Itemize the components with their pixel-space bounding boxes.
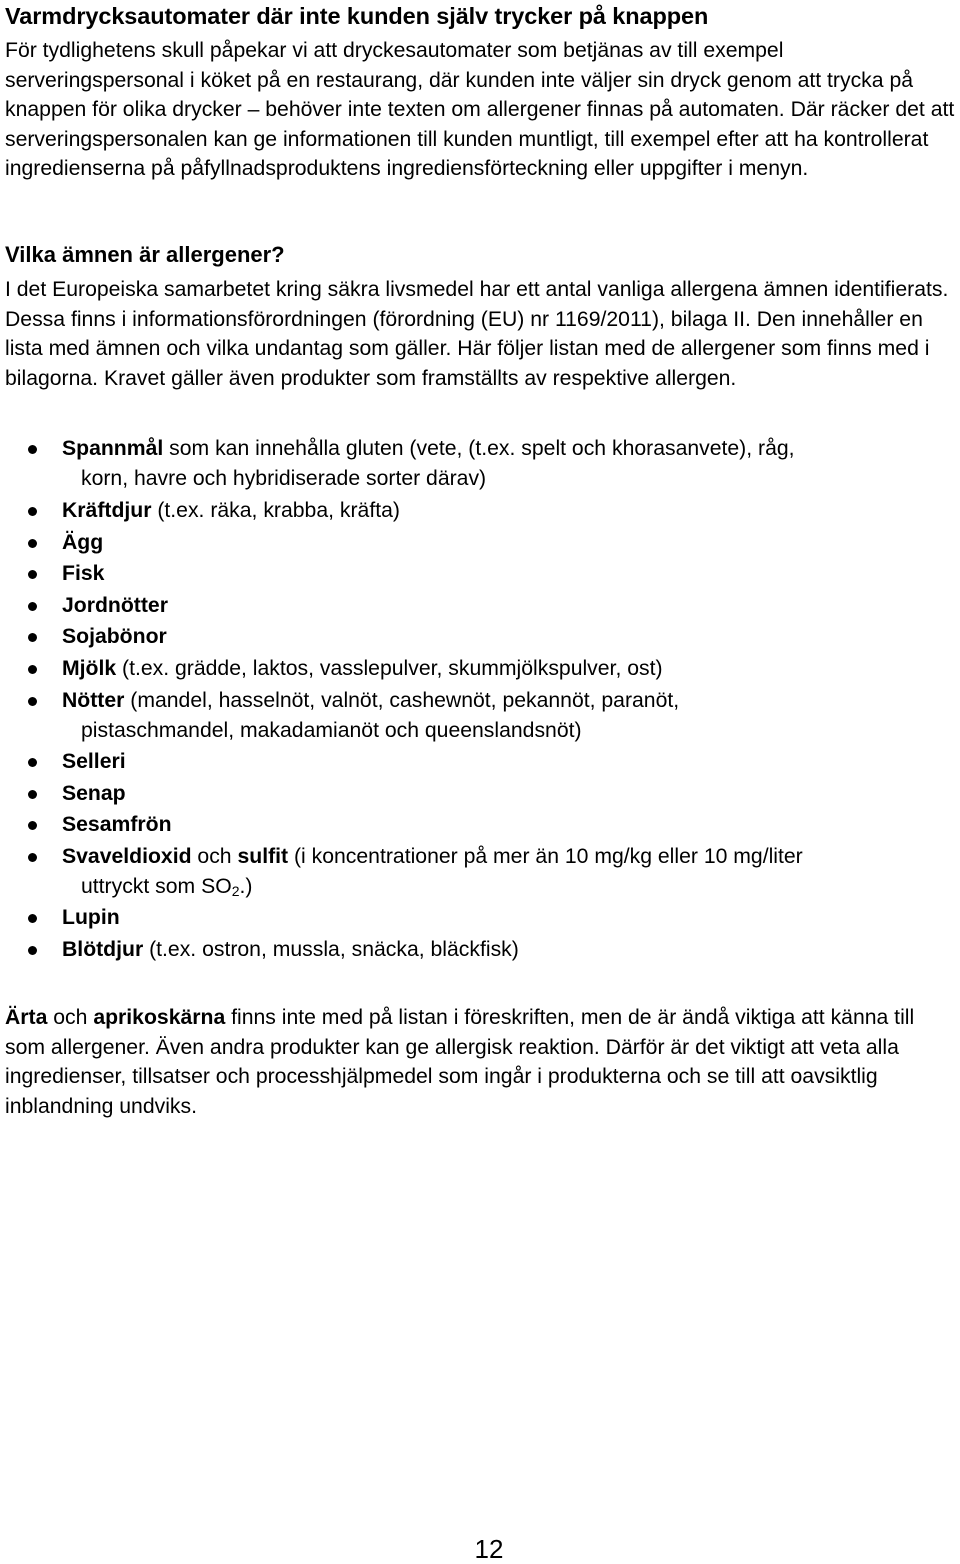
- bullet-icon: [28, 790, 37, 799]
- list-item: [5, 779, 957, 809]
- bullet-icon: [28, 633, 37, 642]
- bullet-icon: [28, 665, 37, 674]
- allergen-name: Nötter: [62, 688, 125, 712]
- allergen-name: Senap: [62, 781, 126, 805]
- allergen-list: [5, 434, 957, 965]
- bullet-icon: [28, 853, 37, 862]
- allergen-name: Spannmål: [62, 437, 164, 461]
- allergen-detail-continued: [62, 872, 957, 902]
- allergen-name-secondary: sulfit: [237, 844, 289, 868]
- bullet-icon: [28, 602, 37, 611]
- list-item: [5, 559, 957, 589]
- paragraph-text: finns inte med på listan i föreskriften, men de är ändå viktiga att känna till som allergener. Även andra produkter kan ge allergisk reaktion. Därför är det viktigt att veta alla ingredienser, tillsatser och processhjälpmedel som ingår i produkterna och se till att oavsiktlig inblandning undviks.: [5, 1006, 915, 1118]
- intro-paragraph: För tydlighetens skull påpekar vi att dryckesautomater som betjänas av till exempel serveringspersonal i köket på en restaurang, där kunden inte väljer sin dryck genom att trycka på knappen för olika drycker – behöver inte texten om allergener finnas på automaten. Där räcker det att serveringspersonalen kan ge informationen till kunden muntligt, till exempel efter att ha kontrollerat ingredienserna på påfyllnadsproduktens ingrediensförteckning eller uppgifter i menyn.: [5, 39, 955, 181]
- list-item: [5, 935, 957, 965]
- allergen-joiner: och: [191, 844, 238, 868]
- list-item: [5, 591, 957, 621]
- allergen-detail: (t.ex. ostron, mussla, snäcka, bläckfisk): [143, 938, 519, 962]
- bullet-icon: [28, 570, 37, 579]
- bullet-icon: [28, 445, 37, 454]
- list-item: [5, 842, 957, 902]
- allergen-name: Lupin: [62, 906, 120, 930]
- bullet-icon: [28, 697, 37, 706]
- allergen-detail: (mandel, hasselnöt, valnöt, cashewnöt, pekannöt, paranöt,: [124, 688, 680, 712]
- list-item: [5, 622, 957, 652]
- closing-paragraph: [5, 1003, 957, 1121]
- emphasis-text: aprikoskärna: [93, 1006, 226, 1030]
- allergen-name: Jordnötter: [62, 593, 168, 617]
- page-number: 12: [474, 1534, 504, 1564]
- bullet-icon: [28, 914, 37, 923]
- allergen-name: Svaveldioxid: [62, 844, 192, 868]
- allergen-name: Selleri: [62, 750, 126, 774]
- allergen-detail-text-end: .): [239, 874, 253, 898]
- section-heading: Varmdrycksautomater där inte kunden själv trycker på knappen: [5, 3, 709, 29]
- allergen-detail: (i koncentrationer på mer än 10 mg/kg eller 10 mg/liter: [288, 844, 803, 868]
- list-item: [5, 434, 957, 494]
- paragraph-text: och: [47, 1006, 94, 1030]
- allergen-detail: (t.ex. grädde, laktos, vasslepulver, skummjölkspulver, ost): [116, 656, 663, 680]
- allergen-detail-text: uttryckt som SO: [81, 874, 232, 898]
- bullet-icon: [28, 539, 37, 548]
- allergen-name: Sojabönor: [62, 625, 167, 649]
- list-item: [5, 654, 957, 684]
- bullet-icon: [28, 758, 37, 767]
- bullet-icon: [28, 946, 37, 955]
- subscript-text: 2: [231, 882, 240, 899]
- allergen-name: Ägg: [62, 530, 104, 554]
- allergen-name: Fisk: [62, 562, 105, 586]
- allergen-detail: som kan innehålla gluten (vete, (t.ex. spelt och khorasanvete), råg,: [163, 437, 795, 461]
- allergen-name: Mjölk: [62, 656, 117, 680]
- allergen-subheading: Vilka ämnen är allergener?: [5, 241, 285, 267]
- list-item: [5, 810, 957, 840]
- list-item: [5, 903, 957, 933]
- allergen-detail: (t.ex. räka, krabba, kräfta): [151, 498, 400, 522]
- list-item: [5, 747, 957, 777]
- allergen-name: Sesamfrön: [62, 813, 172, 837]
- list-item: [5, 496, 957, 526]
- allergen-name: Blötdjur: [62, 938, 144, 962]
- bullet-icon: [28, 821, 37, 830]
- emphasis-text: Ärta: [5, 1006, 48, 1030]
- allergen-detail-continued: korn, havre och hybridiserade sorter därav): [81, 467, 487, 491]
- document-page: [5, 0, 957, 1121]
- list-item: [5, 686, 957, 746]
- allergen-intro-paragraph: I det Europeiska samarbetet kring säkra livsmedel har ett antal vanliga allergena ämnen identifierats. Dessa finns i informationsförordningen (förordning (EU) nr 1169/2011), bilaga II. Den innehåller en lista med ämnen och vilka undantag som gäller. Här följer listan med de allergener som finns med i bilagorna. Kravet gäller även produkter som framställts av respektive allergen.: [5, 277, 949, 390]
- allergen-detail-continued: pistaschmandel, makadamianöt och queenslandsnöt): [81, 718, 582, 742]
- list-item: [5, 528, 957, 558]
- bullet-icon: [28, 507, 37, 516]
- allergen-name: Kräftdjur: [62, 498, 152, 522]
